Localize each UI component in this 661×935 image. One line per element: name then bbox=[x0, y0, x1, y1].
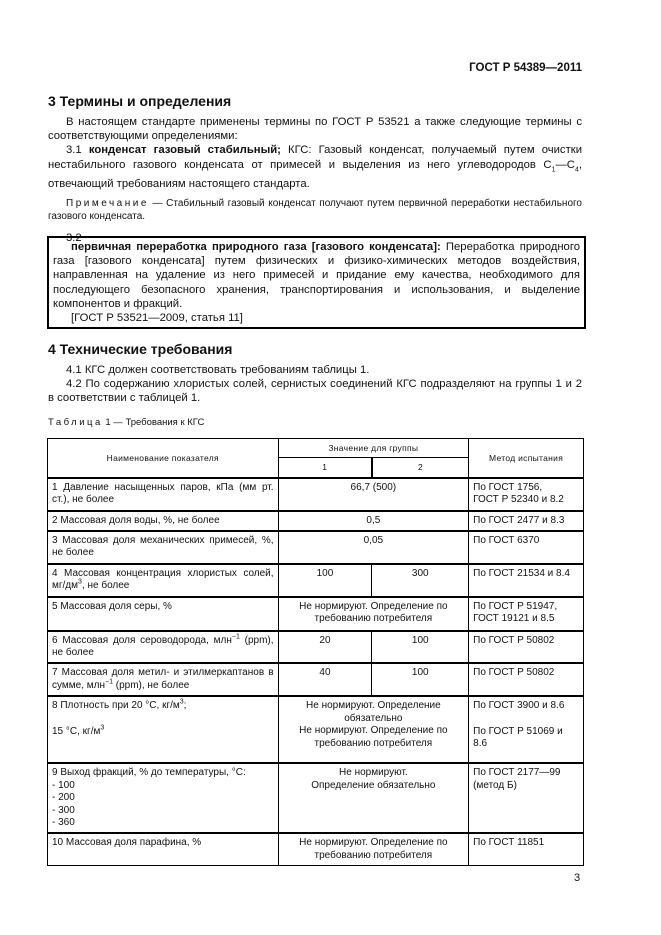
term-reference: [ГОСТ Р 53521—2009, статья 11] bbox=[71, 312, 243, 325]
name-text: (ppm), не более bbox=[112, 679, 190, 691]
superscript: −1 bbox=[105, 678, 113, 686]
table-row bbox=[48, 564, 584, 597]
table-row bbox=[48, 631, 584, 664]
caption-label: Таблица bbox=[48, 417, 103, 428]
group-value bbox=[278, 597, 469, 631]
group-1-value: 100 bbox=[278, 564, 372, 597]
term-number: 3.1 bbox=[66, 144, 82, 157]
group-value bbox=[278, 696, 469, 763]
name-text: ; bbox=[183, 700, 187, 712]
intro-paragraph: В настоящем стандарте применены термины по ГОСТ Р 53521 а также следующие термины с соответствующими определениями: bbox=[48, 116, 582, 143]
header-group-1: 1 bbox=[278, 458, 372, 478]
table-row bbox=[48, 511, 584, 531]
subscript: 1 bbox=[551, 165, 556, 173]
table-row bbox=[48, 531, 584, 564]
paragraph-4-2: 4.2 По содержанию хлористых солей, сернистых соединений КГС подразделяют на группы 1 и 2 в соответствии с таблицей 1. bbox=[48, 378, 582, 405]
term-3-1 bbox=[48, 143, 582, 191]
superscript: 3 bbox=[78, 578, 82, 586]
name-text: 7 Массовая доля метил- и этилмеркаптанов в сумме, млн bbox=[52, 667, 274, 691]
table-caption bbox=[48, 417, 204, 428]
superscript: 3 bbox=[179, 698, 184, 706]
method-text: По ГОСТ 11851 bbox=[473, 837, 545, 849]
term-title: конденсат газовый стабильный; bbox=[88, 144, 281, 157]
indicator-name bbox=[48, 663, 279, 696]
table-row bbox=[48, 696, 584, 763]
name-text: 2 Массовая доля воды, %, не более bbox=[52, 514, 220, 526]
term-title: первичная переработка природного газа [газового конденсата]: bbox=[71, 241, 441, 253]
method-text: По ГОСТ Р 50802 bbox=[473, 634, 555, 646]
indicator-name bbox=[48, 763, 279, 833]
group-1-value: 20 bbox=[278, 631, 372, 664]
note bbox=[48, 197, 582, 223]
page-number: 3 bbox=[574, 872, 581, 884]
test-method bbox=[469, 531, 584, 564]
name-text: 4 Массовая концентрация хлористых солей, мг/дм bbox=[52, 567, 274, 592]
section-3-body bbox=[48, 115, 582, 245]
test-method bbox=[469, 564, 584, 597]
term-3-2 bbox=[53, 240, 580, 311]
name-text: 6 Массовая доля сероводорода, млн bbox=[52, 634, 232, 646]
header-value: Значение для группы bbox=[278, 439, 469, 458]
test-method bbox=[469, 511, 584, 531]
name-text: (ppm), не более bbox=[52, 634, 274, 659]
method-text: По ГОСТ 3900 и 8.6 bbox=[473, 700, 565, 712]
group-value bbox=[278, 833, 469, 865]
paragraph-4-1: 4.1 КГС должен соответствовать требованиям таблицы 1. bbox=[66, 364, 370, 376]
method-text: По ГОСТ 6370 bbox=[473, 535, 540, 547]
group-value bbox=[278, 511, 469, 531]
note-text: — Стабильный газовый конденсат получают путем первичной переработки нестабильного газового конденсата. bbox=[48, 198, 582, 223]
requirements-table bbox=[47, 438, 584, 866]
value-text: 0,05 bbox=[363, 535, 384, 547]
group-2-value: 100 bbox=[372, 663, 469, 696]
term-text: Переработка природного газа [газового конденсата] путем физических и физико-химических методов воздействия, направленная на удаление из него примесей и придание ему качества, необходимого для последующего безопасного хранения, транспортирования и использования, и выделение компонентов и фракций. bbox=[53, 241, 581, 310]
method-text: По ГОСТ 21534 и 8.4 bbox=[473, 567, 570, 579]
indicator-name bbox=[48, 511, 279, 531]
document-id: ГОСТ Р 54389—2011 bbox=[469, 62, 582, 74]
method-text: По ГОСТ 2177—99 (метод Б) bbox=[473, 767, 561, 791]
term-3-2-box bbox=[47, 236, 586, 329]
superscript: −1 bbox=[231, 633, 240, 641]
indicator-name bbox=[48, 631, 279, 664]
indicator-name bbox=[48, 696, 279, 763]
header-name: Наименование показателя bbox=[48, 439, 279, 478]
indicator-name bbox=[48, 478, 279, 511]
test-method bbox=[469, 631, 584, 664]
group-2-value: 100 bbox=[372, 631, 469, 664]
indicator-name bbox=[48, 531, 279, 564]
table-row bbox=[48, 597, 584, 631]
group-value bbox=[278, 531, 469, 564]
indicator-name bbox=[48, 833, 279, 865]
subscript: 4 bbox=[574, 165, 579, 173]
table-row bbox=[48, 478, 584, 511]
indicator-name bbox=[48, 597, 279, 631]
table-row bbox=[48, 663, 584, 696]
value-text: Не нормируют. Определение обязательно bbox=[311, 767, 436, 791]
value-text: Не нормируют. Определение по требованию потребителя bbox=[299, 725, 448, 749]
table-row bbox=[48, 763, 584, 833]
term-3-2-number: 3.2 bbox=[66, 232, 82, 245]
method-text: По ГОСТ Р 51947, ГОСТ 19121 и 8.5 bbox=[473, 600, 558, 625]
indicator-name bbox=[48, 564, 279, 597]
superscript: 3 bbox=[100, 724, 105, 732]
method-text: По ГОСТ Р 50802 bbox=[473, 667, 555, 679]
test-method bbox=[469, 763, 584, 833]
section-4-title: 4 Технические требования bbox=[48, 341, 233, 357]
name-text: 1 Давление насыщенных паров, кПа (мм рт. ст.), не более bbox=[52, 481, 274, 506]
group-2-value: 300 bbox=[372, 564, 469, 597]
value-text: Не нормируют. Определение по требованию потребителя bbox=[299, 837, 448, 861]
caption-text: 1 — Требования к КГС bbox=[102, 417, 205, 428]
value-text: Не нормируют. Определение обязательно bbox=[306, 700, 441, 724]
header-group-2: 2 bbox=[372, 458, 469, 478]
test-method bbox=[469, 696, 584, 763]
test-method bbox=[469, 478, 584, 511]
section-3-title: 3 Термины и определения bbox=[48, 93, 232, 109]
test-method bbox=[469, 597, 584, 631]
method-text: По ГОСТ 2477 и 8.3 bbox=[473, 514, 565, 526]
group-value bbox=[278, 478, 469, 511]
test-method bbox=[469, 833, 584, 865]
test-method bbox=[469, 663, 584, 696]
value-text: Не нормируют. Определение по требованию потребителя bbox=[299, 600, 448, 625]
term-text: , отвечающий требованиям настоящего стандарта. bbox=[48, 158, 582, 191]
name-text: , не более bbox=[81, 580, 130, 592]
name-line-2 bbox=[52, 726, 274, 738]
name-text: 5 Массовая доля серы, % bbox=[52, 600, 172, 612]
group-value bbox=[278, 763, 469, 833]
value-text: 0,5 bbox=[366, 514, 381, 526]
section-4-body bbox=[48, 363, 582, 406]
name-text: 9 Выход фракций, % до температуры, °С: - 100 - 200 - 300 - 360 bbox=[52, 767, 246, 828]
name-text: 8 Плотность при 20 °С, кг/м bbox=[52, 700, 180, 712]
name-text: 15 °С, кг/м bbox=[52, 725, 101, 737]
term-text: КГС: Газовый конденсат, получаемый путем очистки нестабильного газового конденсата от примесей и выделения из него углеводородов C bbox=[48, 144, 582, 171]
name-text: 10 Массовая доля парафина, % bbox=[52, 837, 202, 849]
header-method: Метод испытания bbox=[469, 439, 584, 478]
value-text: 66,7 (500) bbox=[350, 481, 397, 493]
method-text: По ГОСТ 1756, ГОСТ Р 52340 и 8.2 bbox=[473, 481, 564, 506]
group-1-value: 40 bbox=[278, 663, 372, 696]
note-label: Примечание bbox=[66, 198, 149, 210]
term-text: —C bbox=[555, 158, 575, 171]
method-text: По ГОСТ Р 51069 и 8.6 bbox=[473, 725, 563, 750]
table-row bbox=[48, 833, 584, 865]
name-text: 3 Массовая доля механических примесей, %, не более bbox=[52, 535, 274, 559]
